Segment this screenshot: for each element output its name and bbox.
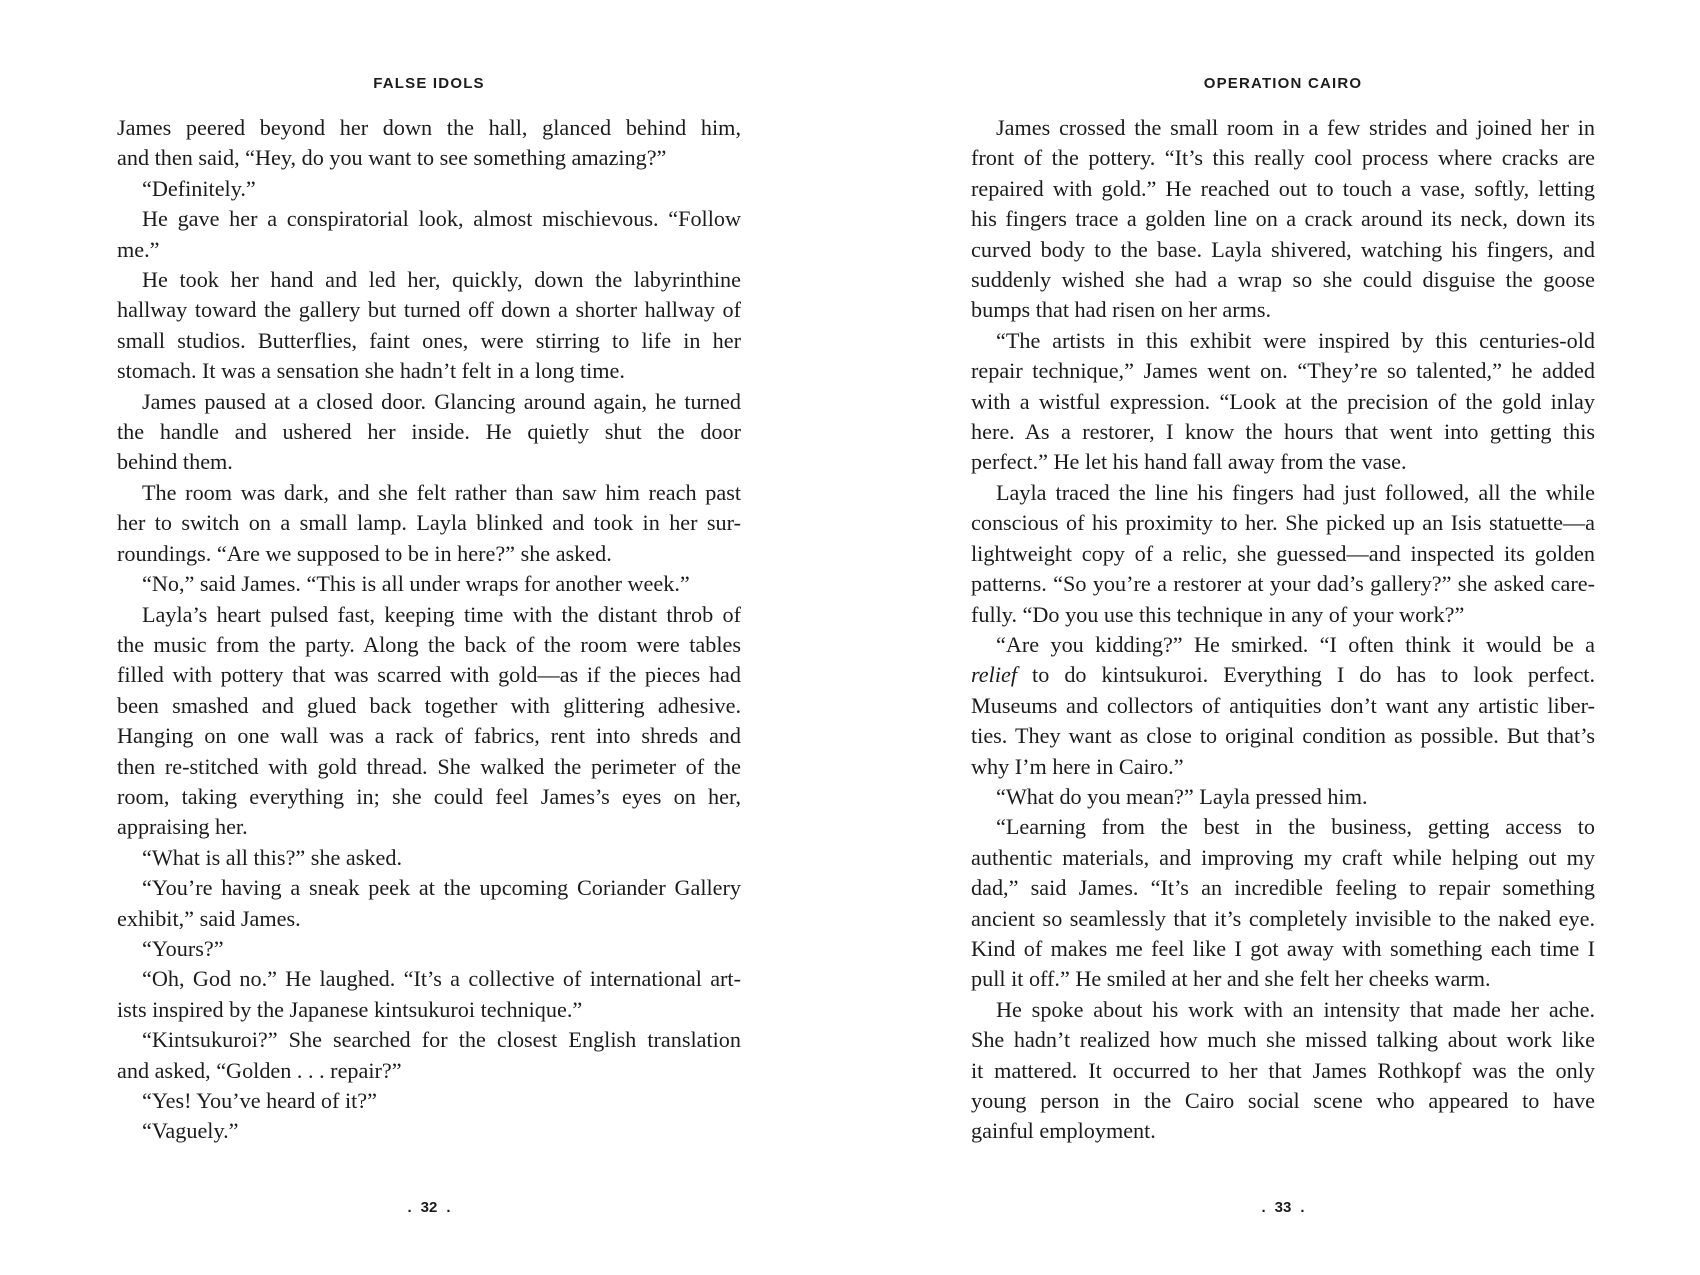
text-line: why I’m here in Cairo.” [971, 753, 1184, 779]
text-line: James paused at a closed door. Glancing around again, he turned [142, 388, 741, 414]
paragraph [971, 782, 1595, 812]
text-line: “Oh, God no.” He laughed. “It’s a collective of international art- [142, 966, 741, 992]
text-line: suddenly wished she had a wrap so she could disguise the goose [971, 267, 1595, 293]
text-line: lightweight copy of a relic, she guessed—and inspected its golden [971, 540, 1595, 566]
folio-dot-left: . [407, 1199, 412, 1216]
text-line: perfect.” He let his hand fall away from the vase. [971, 449, 1407, 475]
text-line: authentic materials, and improving my craft while helping out my [971, 844, 1595, 870]
text-line: He took her hand and led her, quickly, down the labyrinthine [142, 267, 741, 293]
paragraph [117, 1116, 741, 1146]
page-number [971, 1198, 1595, 1218]
text-line: gainful employment. [971, 1118, 1156, 1144]
text-line: “You’re having a sneak peek at the upcoming Coriander Gallery [142, 875, 741, 901]
text-line: behind them. [117, 449, 233, 475]
text-line: Layla traced the line his fingers had just followed, all the while [996, 479, 1595, 505]
text-line: Layla’s heart pulsed fast, keeping time with the distant throb of [142, 601, 741, 627]
text-line: her to switch on a small lamp. Layla blinked and took in her sur- [117, 510, 741, 536]
paragraph [971, 326, 1595, 478]
paragraph [971, 478, 1595, 630]
paragraph [117, 113, 741, 174]
text-line: filled with pottery that was scarred with gold—as if the pieces had [117, 662, 741, 688]
text-line: “Are you kidding?” He smirked. “I often think it would be a [996, 631, 1595, 657]
paragraph [117, 843, 741, 873]
text-line: with a wistful expression. “Look at the precision of the gold inlay [971, 388, 1595, 414]
page-number-value: 32 [420, 1199, 438, 1216]
text-line: ists inspired by the Japanese kintsukuroi technique.” [117, 996, 583, 1022]
running-head: OPERATION CAIRO [1203, 75, 1363, 92]
page-number-value: 33 [1274, 1199, 1292, 1216]
paragraph [117, 934, 741, 964]
paragraph [117, 387, 741, 478]
text-line: young person in the Cairo social scene who appeared to have [971, 1088, 1595, 1113]
right-page [850, 0, 1700, 1275]
paragraph [971, 995, 1595, 1147]
text-line: Kind of makes me feel like I got away with something each time I [971, 935, 1595, 961]
text-line: He spoke about his work with an intensity that made her ache. [996, 996, 1595, 1022]
folio-dot-right: . [1300, 1199, 1305, 1216]
text-line: exhibit,” said James. [117, 905, 301, 931]
paragraph [117, 1086, 741, 1116]
text-line: bumps that had risen on her arms. [971, 297, 1272, 323]
text-line: “Yours?” [142, 935, 224, 961]
text-line: conscious of his proximity to her. She picked up an Isis statuette—a [971, 510, 1595, 536]
text-line: Museums and collectors of antiquities don’t want any artistic liber- [971, 692, 1595, 718]
text-line: “Vaguely.” [142, 1118, 239, 1144]
text-line: and then said, “Hey, do you want to see something amazing?” [117, 145, 667, 171]
paragraph [117, 204, 741, 265]
text-line: Hanging on one wall was a rack of fabrics, rent into shreds and [117, 723, 741, 749]
paragraph [117, 600, 741, 843]
text-line: the music from the party. Along the back of the room were tables [117, 631, 741, 657]
text-line: front of the pottery. “It’s this really cool process where cracks are [971, 145, 1595, 171]
paragraph [117, 265, 741, 387]
paragraph [117, 964, 741, 1025]
text-line: “No,” said James. “This is all under wraps for another week.” [142, 571, 690, 597]
page-number [117, 1198, 741, 1218]
text-line: repair technique,” James went on. “They’re so talented,” he added [971, 358, 1595, 384]
running-head: FALSE IDOLS [373, 75, 485, 92]
folio-dot-left: . [1261, 1199, 1266, 1216]
paragraph [971, 630, 1595, 782]
text-line: “Definitely.” [142, 175, 256, 201]
text-line: repaired with gold.” He reached out to touch a vase, softly, letting [971, 175, 1595, 201]
paragraph [117, 873, 741, 934]
text-line: patterns. “So you’re a restorer at your dad’s gallery?” she asked care- [971, 571, 1595, 597]
paragraph [971, 812, 1595, 994]
text-line: ties. They want as close to original condition as possible. But that’s [971, 723, 1595, 749]
text-line: stomach. It was a sensation she hadn’t felt in a long time. [117, 358, 625, 384]
paragraph [117, 478, 741, 569]
text-line: been smashed and glued back together with glittering adhesive. [117, 692, 741, 718]
text-line: “What do you mean?” Layla pressed him. [996, 783, 1368, 809]
text-line: fully. “Do you use this technique in any of your work?” [971, 601, 1465, 627]
paragraph [117, 1025, 741, 1086]
text-line: The room was dark, and she felt rather than saw him reach past [142, 479, 741, 505]
text-line: his fingers trace a golden line on a crack around its neck, down its [971, 206, 1595, 232]
text-line: “Yes! You’ve heard of it?” [142, 1088, 377, 1113]
text-line: “Learning from the best in the business, getting access to [996, 814, 1595, 840]
text-line: roundings. “Are we supposed to be in here?” she asked. [117, 540, 612, 566]
text-line: “Kintsukuroi?” She searched for the closest English translation [142, 1027, 741, 1053]
text-line: She hadn’t realized how much she missed talking about work like [971, 1027, 1595, 1053]
text-line: ancient so seamlessly that it’s completely invisible to the naked eye. [971, 905, 1595, 931]
text-line: the handle and ushered her inside. He quietly shut the door [117, 419, 741, 445]
text-line: relief to do kintsukuroi. Everything I do has to look perfect. [971, 662, 1595, 688]
text-line: hallway toward the gallery but turned off down a shorter hallway of [117, 297, 741, 323]
paragraph [971, 113, 1595, 326]
text-line: He gave her a conspiratorial look, almost mischievous. “Follow [142, 206, 741, 232]
text-line: dad,” said James. “It’s an incredible feeling to repair something [971, 875, 1595, 901]
text-line: appraising her. [117, 814, 248, 840]
text-line: James crossed the small room in a few strides and joined her in [996, 115, 1595, 140]
text-line: “The artists in this exhibit were inspired by this centuries-old [996, 327, 1595, 353]
folio-dot-right: . [446, 1199, 451, 1216]
text-line: curved body to the base. Layla shivered, watching his fingers, and [971, 236, 1595, 262]
text-line: James peered beyond her down the hall, glanced behind him, [117, 115, 741, 140]
text-line: me.” [117, 236, 160, 262]
text-line: pull it off.” He smiled at her and she felt her cheeks warm. [971, 966, 1491, 992]
text-line: small studios. Butterflies, faint ones, were stirring to life in her [117, 327, 741, 353]
text-line: here. As a restorer, I know the hours that went into getting this [971, 419, 1595, 445]
body-text [971, 113, 1595, 1147]
text-line: and asked, “Golden . . . repair?” [117, 1057, 402, 1083]
text-line: it mattered. It occurred to her that James Rothkopf was the only [971, 1057, 1595, 1083]
paragraph [117, 569, 741, 599]
text-line: room, taking everything in; she could feel James’s eyes on her, [117, 783, 741, 809]
body-text [117, 113, 741, 1147]
text-line: then re-stitched with gold thread. She walked the perimeter of the [117, 753, 741, 779]
paragraph [117, 174, 741, 204]
text-line: “What is all this?” she asked. [142, 844, 402, 870]
